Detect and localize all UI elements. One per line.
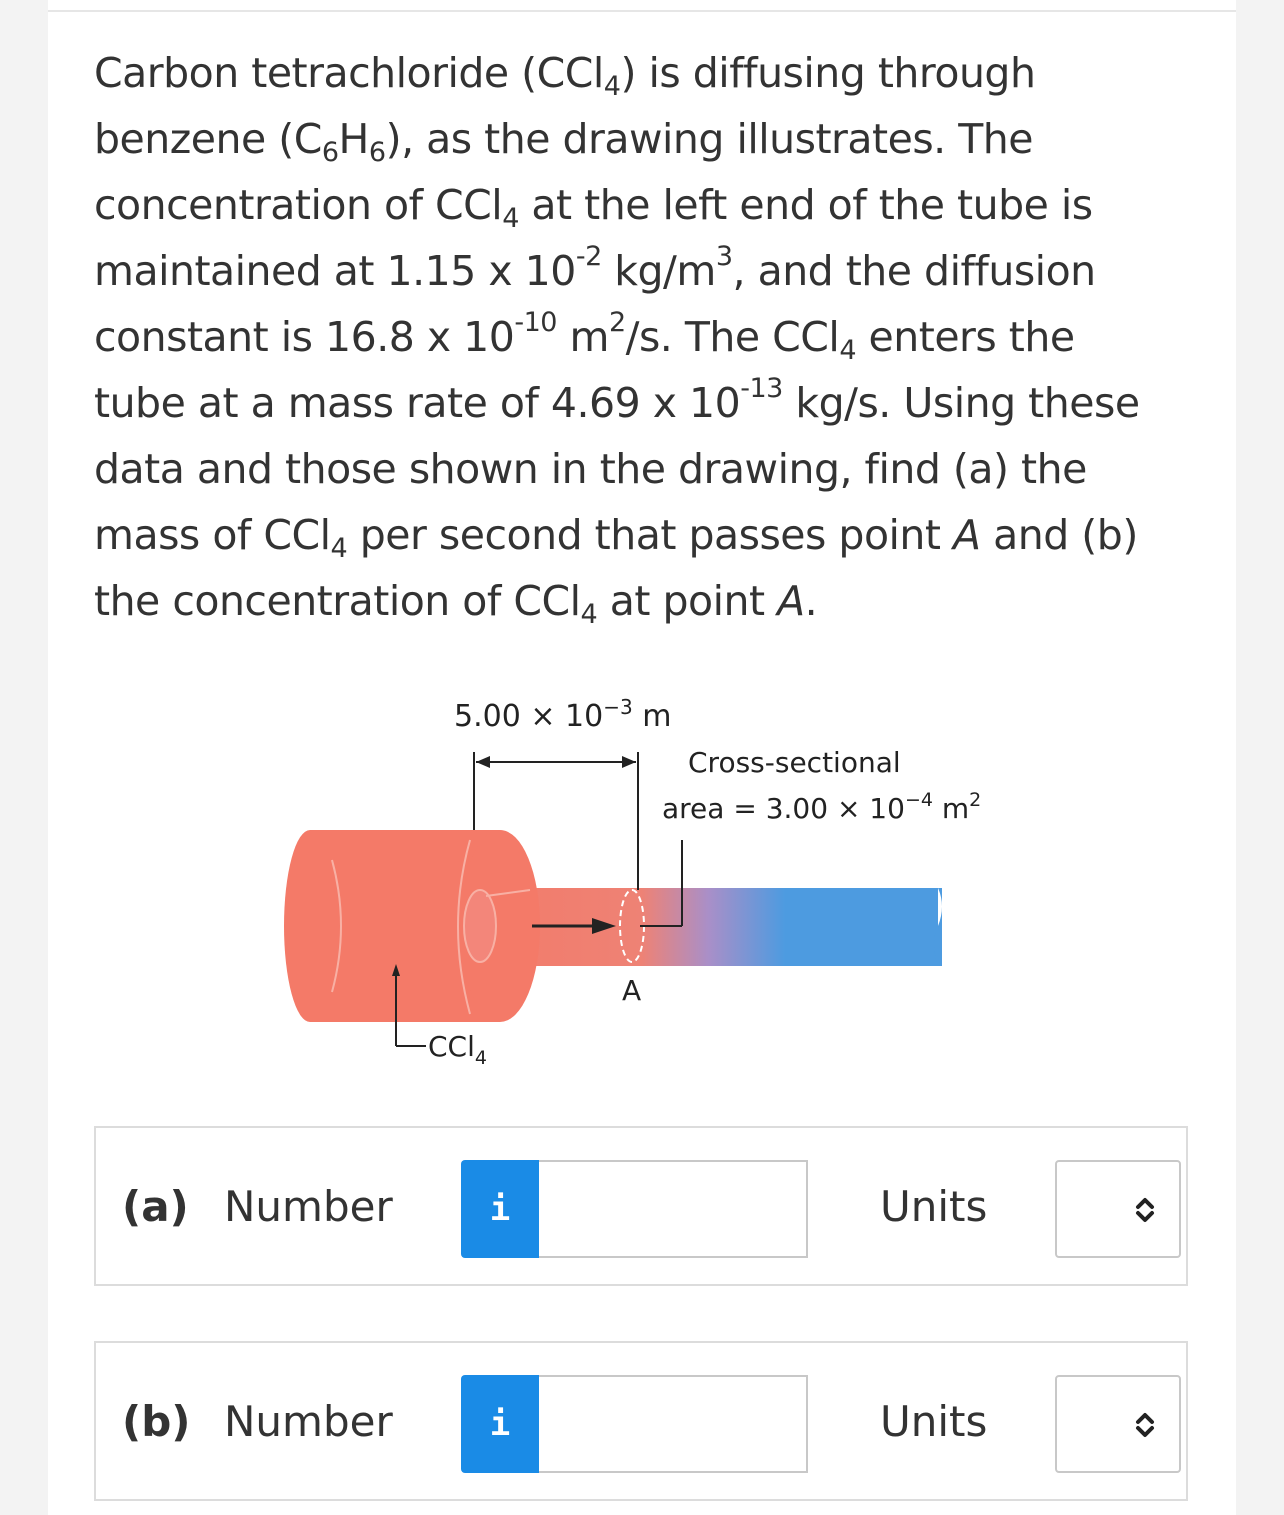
number-input-a[interactable]: [539, 1160, 808, 1258]
units-select-b[interactable]: [1055, 1375, 1181, 1473]
updown-chevron-icon: [1129, 1409, 1161, 1441]
number-label-a: Number: [224, 1182, 393, 1231]
units-label-b: Units: [880, 1397, 988, 1446]
answer-row-b: [94, 1341, 1188, 1501]
question-text: Carbon tetrachloride (CCl$_4$) is diffusing through benzene $(C_6H_6)$, as the drawing illustrates. The concentration of CCl$_4$ at the left end of the tube is maintained at 1.15 x $10^{-2}$ $kg/m^3$, and the diffusion constant is 16.8 x $10^{-10}$ $m^2/s$. The CCl$_4$ enters the tube at a mass rate of 4.69 x $10^{-13}$ kg/s. Using these data and those shown in the drawing, find (a) the mass of CCl$_4$ per second that passes point A and (b) the concentration of CCl$_4$ at point A.: [94, 49, 1140, 630]
units-select-a[interactable]: [1055, 1160, 1181, 1258]
number-input-b[interactable]: [539, 1375, 808, 1473]
info-button-a[interactable]: i: [461, 1160, 539, 1258]
ccl4-label: CCl$_4$: [428, 1030, 487, 1069]
units-label-a: Units: [880, 1182, 988, 1231]
area-label-line2: area = $3.00 \times 10^{-4}$ $m^2$: [662, 789, 982, 825]
diffusion-figure: [270, 680, 1030, 1100]
answer-row-a: [94, 1126, 1188, 1286]
info-button-b[interactable]: i: [461, 1375, 539, 1473]
part-label-a: (a): [122, 1182, 189, 1231]
top-divider: [48, 0, 1236, 12]
area-label-line1: Cross-sectional: [688, 746, 901, 779]
number-label-b: Number: [224, 1397, 393, 1446]
point-a-label: A: [622, 974, 642, 1007]
length-label: $5.00 \times 10^{-3}$ m: [454, 695, 672, 734]
part-label-b: (b): [122, 1397, 191, 1446]
diffusion-diagram: [270, 680, 1030, 1100]
ccl4-reservoir: [284, 830, 540, 1022]
updown-chevron-icon: [1129, 1194, 1161, 1226]
